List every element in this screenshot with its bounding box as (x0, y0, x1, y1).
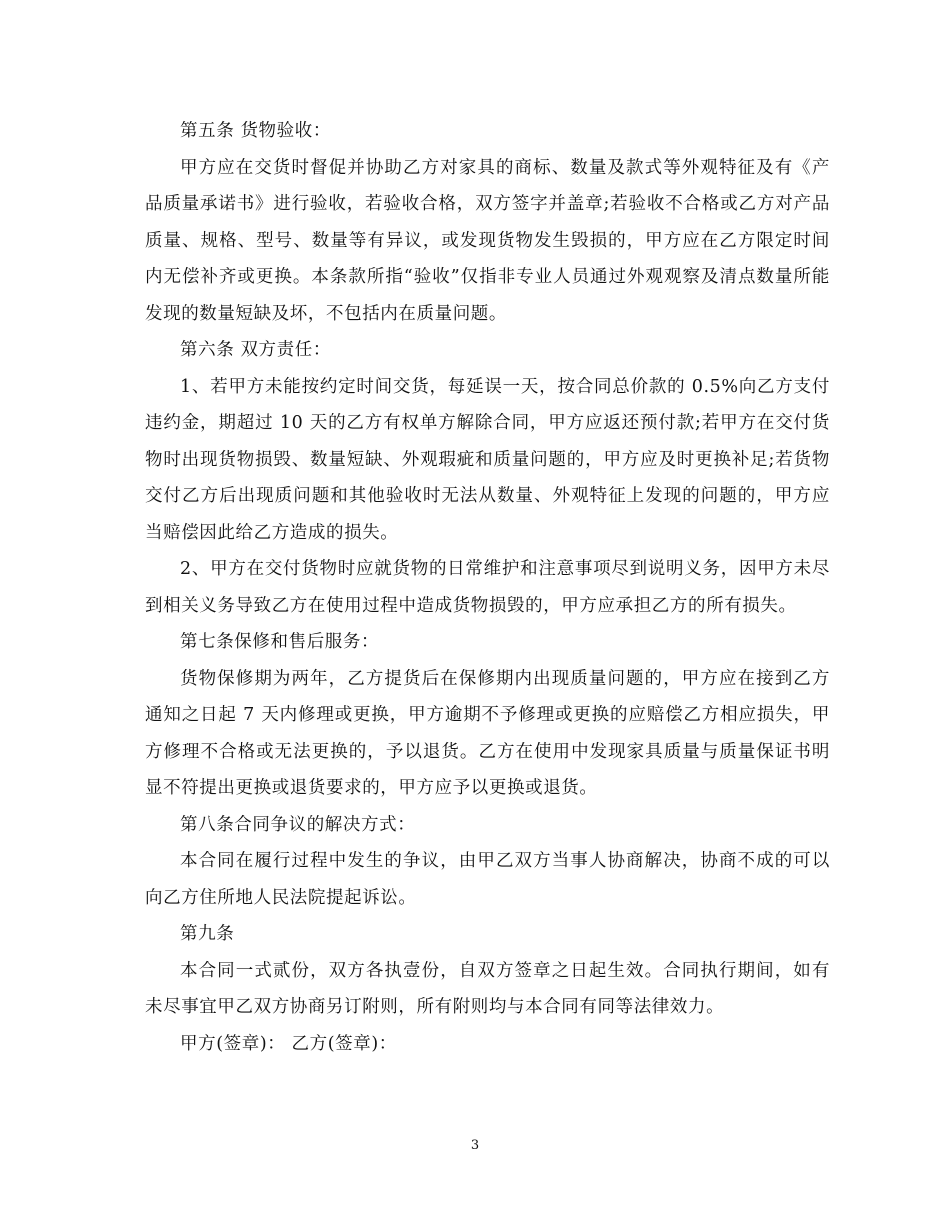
article-7-body: 货物保修期为两年，乙方提货后在保修期内出现质量问题的，甲方应在接到乙方通知之日起 7 天内修理或更换，甲方逾期不予修理或更换的应赔偿乙方相应损失，甲方修理不合格或无法更换的，予以退货。乙方在使用中发现家具质量与质量保证书明显不符提出更换或退货要求的，甲方应予以更换或退货。 (145, 668, 830, 798)
article-5-heading: 第五条 货物验收： (180, 121, 331, 141)
article-7-heading: 第七条保修和售后服务： (180, 632, 380, 652)
article-6-heading: 第六条 双方责任： (180, 340, 331, 360)
article-8-heading: 第八条合同争议的解决方式： (180, 814, 416, 835)
article-9-heading: 第九条 (180, 924, 235, 944)
article-6-clause-2: 2、甲方在交付货物时应就货物的日常维护和注意事项尽到说明义务，因甲方未尽到相关义务导致乙方在使用过程中造成货物损毁的，甲方应承担乙方的所有损失。 (145, 559, 830, 616)
page-number: 3 (470, 1138, 480, 1153)
signature-line: 甲方(签章)： 乙方(签章)： (180, 1033, 397, 1054)
article-5-body: 甲方应在交货时督促并协助乙方对家具的商标、数量及款式等外观特征及有《产品质量承诺书》进行验收，若验收合格，双方签字并盖章;若验收不合格或乙方对产品质量、规格、型号、数量等有异议，或发现货物发生毁损的，甲方应在乙方限定时间内无偿补齐或更换。本条款所指“验收”仅指非专业人员通过外观观察及清点数量所能发现的数量短缺及坏，不包括内在质量问题。 (145, 157, 830, 324)
article-9-body: 本合同一式贰份，双方各执壹份，自双方签章之日起生效。合同执行期间，如有未尽事宜甲乙双方协商另订附则，所有附则均与本合同有同等法律效力。 (145, 960, 830, 1017)
article-6-clause-1: 1、若甲方未能按约定时间交货，每延误一天，按合同总价款的 0.5%向乙方支付违约金，期超过 10 天的乙方有权单方解除合同，甲方应返还预付款;若甲方在交付货物时出现货物损毁、数量短缺、外观瑕疵和质量问题的，甲方应及时更换补足;若货物交付乙方后出现质问题和其他验收时无法从数量、外观特征上发现的问题的，甲方应当赔偿因此给乙方造成的损失。 (145, 376, 830, 543)
article-8-body: 本合同在履行过程中发生的争议，由甲乙双方当事人协商解决，协商不成的可以向乙方住所地人民法院提起诉讼。 (145, 851, 830, 908)
